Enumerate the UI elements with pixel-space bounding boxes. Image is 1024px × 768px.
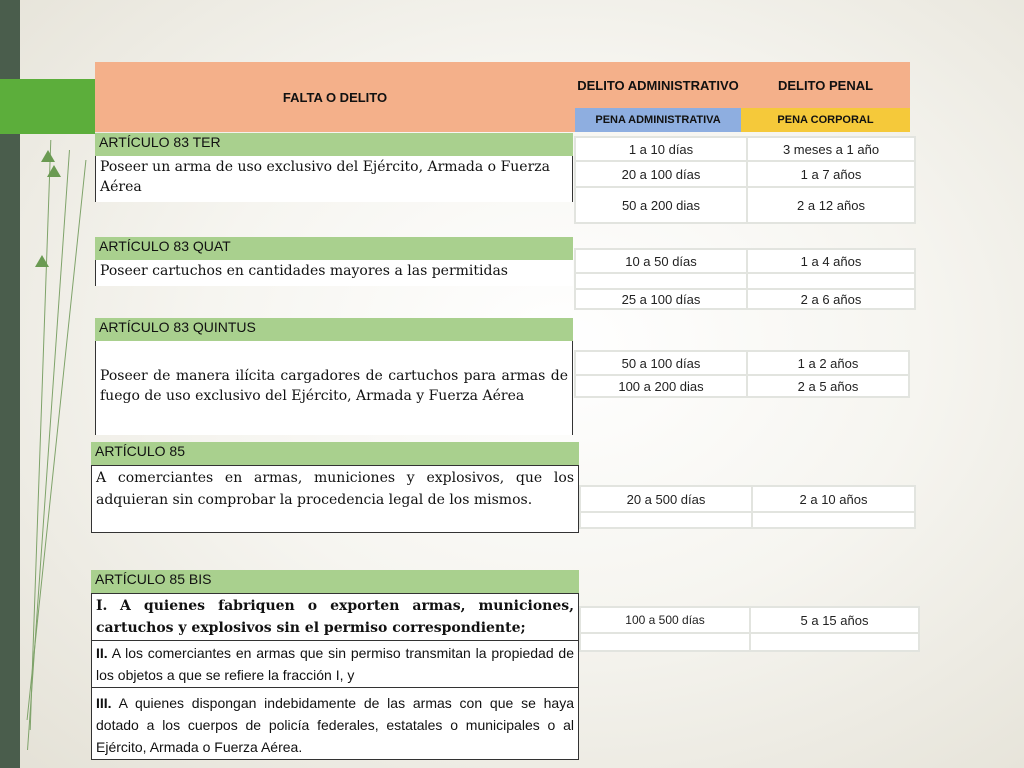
penalty-table-83-quintus xyxy=(574,350,910,398)
table-row xyxy=(575,289,915,309)
pena-corporal-cell xyxy=(747,273,915,289)
table-row xyxy=(575,249,915,273)
pena-corporal-cell: 2 a 5 años xyxy=(747,375,909,397)
table-row xyxy=(580,486,915,512)
pena-corporal-cell: 3 meses a 1 año xyxy=(747,137,915,161)
table-row xyxy=(575,161,915,187)
article-title: ARTÍCULO 83 QUAT xyxy=(95,237,573,260)
pena-corporal-cell: 1 a 7 años xyxy=(747,161,915,187)
green-accent-tab xyxy=(0,79,95,134)
pena-corporal-cell: 2 a 6 años xyxy=(747,289,915,309)
penalty-table-85-bis xyxy=(579,606,920,652)
article-title: ARTÍCULO 85 BIS xyxy=(91,570,579,593)
pena-administrativa-cell: 20 a 500 días xyxy=(580,486,752,512)
penalty-table-83-ter xyxy=(574,136,916,224)
article-title: ARTÍCULO 85 xyxy=(91,442,579,465)
table-row xyxy=(575,187,915,223)
table-row xyxy=(580,512,915,528)
pena-administrativa-cell xyxy=(575,273,747,289)
article-title: ARTÍCULO 83 TER xyxy=(95,133,573,156)
article-85 xyxy=(91,442,579,533)
article-title: ARTÍCULO 83 QUINTUS xyxy=(95,318,573,341)
article-85-bis xyxy=(91,570,579,760)
pena-corporal-cell: 2 a 10 años xyxy=(752,486,915,512)
fraction-iii xyxy=(92,687,578,759)
pena-administrativa-cell xyxy=(580,512,752,528)
article-description: Poseer un arma de uso exclusivo del Ejército, Armada o Fuerza Aérea xyxy=(95,156,573,202)
penalty-table-83-quat xyxy=(574,248,916,310)
table-row xyxy=(575,375,909,397)
fraction-text: A quienes fabriquen o exporten armas, municiones, cartuchos y explosivos sin el permiso correspondiente; xyxy=(96,598,574,636)
pena-administrativa-cell: 10 a 50 días xyxy=(575,249,747,273)
fraction-ii xyxy=(92,640,578,687)
fraction-text: A los comerciantes en armas que sin permiso transmitan la propiedad de los objetos a que se refiere la fracción I, y xyxy=(96,645,574,683)
pena-administrativa-cell: 50 a 200 dias xyxy=(575,187,747,223)
pena-administrativa-cell: 50 a 100 días xyxy=(575,351,747,375)
table-row xyxy=(580,633,919,651)
header-delito-penal: DELITO PENAL xyxy=(741,62,910,108)
pena-administrativa-cell: 100 a 200 dias xyxy=(575,375,747,397)
header-falta-o-delito: FALTA O DELITO xyxy=(95,62,575,132)
pena-administrativa-cell: 1 a 10 días xyxy=(575,137,747,161)
table-row xyxy=(580,607,919,633)
article-description: Poseer cartuchos en cantidades mayores a las permitidas xyxy=(95,260,573,286)
pena-administrativa-cell: 100 a 500 días xyxy=(580,607,750,633)
fraction-number: III. xyxy=(96,695,112,711)
pena-administrativa-cell xyxy=(580,633,750,651)
article-description: Poseer de manera ilícita cargadores de cartuchos para armas de fuego de uso exclusivo del Ejército, Armada y Fuerza Aérea xyxy=(95,341,573,435)
article-83-quintus xyxy=(95,318,573,435)
pena-corporal-cell: 1 a 2 años xyxy=(747,351,909,375)
penalty-table-85 xyxy=(579,485,916,529)
pena-corporal-cell xyxy=(752,512,915,528)
fraction-i xyxy=(92,594,578,640)
fraction-number: II. xyxy=(96,645,108,661)
article-items xyxy=(91,593,579,760)
pena-corporal-cell xyxy=(750,633,919,651)
header-delito-administrativo: DELITO ADMINISTRATIVO xyxy=(575,62,741,108)
article-83-quat xyxy=(95,237,573,286)
subheader-pena-administrativa: PENA ADMINISTRATIVA xyxy=(575,108,741,132)
pena-corporal-cell: 1 a 4 años xyxy=(747,249,915,273)
article-description: A comerciantes en armas, municiones y explosivos, que los adquieran sin comprobar la procedencia legal de los mismos. xyxy=(91,465,579,533)
fraction-number: I. xyxy=(96,598,108,614)
table-row xyxy=(575,351,909,375)
pena-corporal-cell: 5 a 15 años xyxy=(750,607,919,633)
fraction-text: A quienes dispongan indebidamente de las armas con que se haya dotado a los cuerpos de policía federales, estatales o municipales o al Ejército, Armada o Fuerza Aérea. xyxy=(96,695,575,755)
article-83-ter xyxy=(95,133,573,202)
subheader-pena-corporal: PENA CORPORAL xyxy=(741,108,910,132)
table-row xyxy=(575,137,915,161)
pena-administrativa-cell: 20 a 100 días xyxy=(575,161,747,187)
pena-corporal-cell: 2 a 12 años xyxy=(747,187,915,223)
pena-administrativa-cell: 25 a 100 días xyxy=(575,289,747,309)
table-row xyxy=(575,273,915,289)
